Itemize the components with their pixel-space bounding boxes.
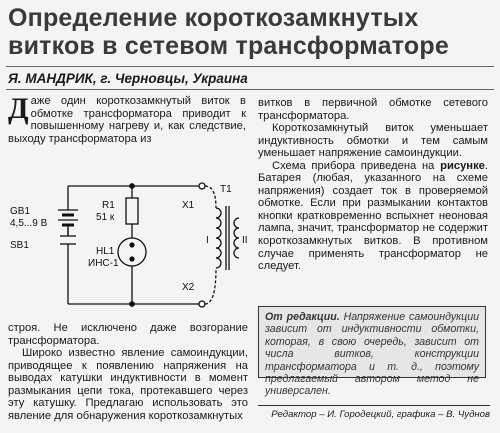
credits-line: Редактор – И. Городецкий, графика – В. Чуднов (258, 405, 490, 420)
resistor-r1 (126, 198, 138, 224)
label-r1-value: 51 к (96, 212, 115, 223)
intro-paragraph (8, 92, 246, 145)
lead-to-t1-top (205, 186, 216, 208)
figure-reference: рисунке (440, 159, 485, 172)
lamp-electrode-bottom (130, 257, 134, 261)
lamp-electrode-top (130, 243, 134, 247)
label-gb1-voltage: 4,5...9 В (10, 218, 48, 229)
right-paragraph-2: Короткозамкнутый виток уменьшает индуктивность обмотки и тем самым уменьшает напряжение самоиндукции. (258, 122, 488, 160)
left-paragraph-2: Широко известно явление самоиндукции, приводящее к появлению напряжения на выводах катушки индуктивности в момент размыкания цепи тока, протекавшего через эту катушку. Предлагаю использовать это явление для обнаружения короткозамкнутых (8, 347, 248, 422)
byline-divider (6, 89, 494, 90)
label-hl1-type: ИНС-1 (88, 258, 119, 269)
label-r1: R1 (102, 200, 115, 211)
label-x1: X1 (182, 200, 195, 211)
lead-to-t1-bottom (205, 268, 216, 304)
neon-lamp-hl1 (118, 238, 146, 266)
title-line-2: витков в сетевом трансформаторе (8, 32, 449, 60)
p3-text-a: Схема прибора приведена на (272, 159, 441, 172)
article-title (8, 4, 494, 60)
editor-note-box (258, 306, 486, 398)
junction-bottom (130, 302, 134, 306)
junction-top (130, 184, 134, 188)
right-paragraph-1: витков в первичной обмотке сетевого трансформатора. (258, 97, 488, 122)
left-paragraph-1: строя. Не исключено даже возгорание трансформатора. (8, 322, 248, 347)
editor-note-heading: От редакции. (265, 311, 340, 323)
label-winding-i: I (206, 235, 209, 246)
terminal-x1 (199, 183, 205, 189)
intro-text: аже один короткозамкнутый виток в обмотке трансформатора приводит к повышенному нагреву и, как следствие, выходу трансформатора из (8, 95, 246, 145)
switch-symbol (60, 228, 76, 250)
label-winding-ii: II (242, 235, 248, 246)
winding-secondary (234, 218, 239, 258)
circuit-schematic (6, 168, 246, 316)
drop-cap: Д (8, 92, 29, 125)
label-sb1: SB1 (10, 240, 29, 251)
title-line-1: Определение короткозамкнутых (8, 4, 419, 32)
left-column-bottom (8, 322, 248, 422)
terminal-x2 (199, 301, 205, 307)
label-gb1: GB1 (10, 206, 31, 217)
winding-primary (216, 208, 221, 268)
title-divider (6, 66, 494, 67)
p3-text-c: . Батарея (любая, указанного на схеме напряжения) создает ток в проверяемой обмотке. Если при размыкании контактов кнопки кратковременно вспыхнет неоновая лампа, значит, трансформатор не содержит короткозамкнутых витков. В противном случае применять трансформатор не следует. (258, 159, 488, 273)
editor-note-text: Напряжение самоиндукции зависит от индуктивности обмотки, которая, в свою очередь, зависит от числа витков, конструкции трансформатора и т. д., поэтому предлагаемый автором метод не универсален. (265, 311, 479, 398)
right-column (258, 97, 488, 273)
label-hl1: HL1 (96, 246, 115, 257)
left-column-top (8, 92, 246, 145)
right-paragraph-3 (258, 160, 488, 273)
byline: Я. МАНДРИК, г. Черновцы, Украина (8, 71, 248, 86)
label-x2: X2 (182, 282, 195, 293)
label-t1: T1 (220, 184, 232, 195)
battery-symbol (58, 210, 78, 225)
